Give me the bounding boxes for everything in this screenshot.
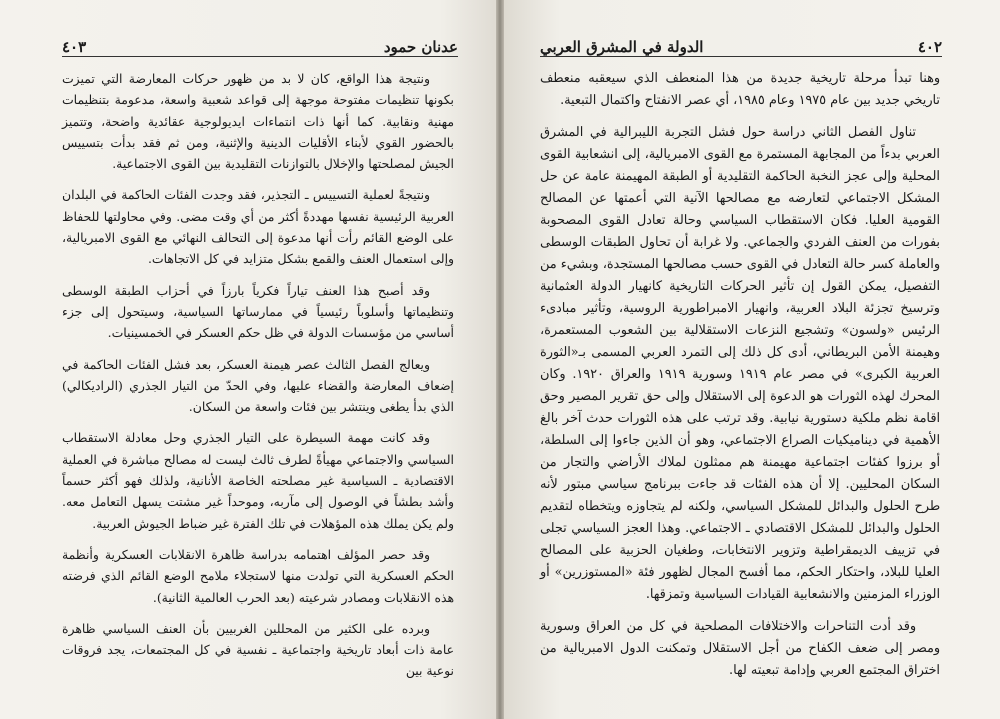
page-number: ٤٠٢: [917, 38, 942, 56]
left-page-header: [62, 30, 458, 57]
paragraph: وقد أصبح هذا العنف تياراً فكرياً بارزاً في أحزاب الطبقة الوسطى وتنظيماتها وأسلوباً رئيسياً في ممارساتها السياسية، وسيتحول إلى جزء أساسي من مؤسسات الدولة في ظل حكم العسكر في الخمسينيات.: [62, 282, 454, 341]
left-page-body: [62, 68, 454, 692]
paragraph: ويعالج الفصل الثالث عصر هيمنة العسكر، بعد فشل الفئات الحاكمة في إضعاف المعارضة والقضاء عليها، وفي الحدّ من التيار الجذري (الراديكالي) الذي بدأ يطغى وينتشر بين فئات واسعة من السكان.: [62, 356, 454, 415]
paragraph: وبرده على الكثير من المحللين الغربيين بأن العنف السياسي ظاهرة عامة ذات أبعاد تاريخية واجتماعية ـ نفسية في كل المجتمعات، يجد فروقات نوعية بين: [62, 620, 454, 679]
running-head-author: عدنان حمود: [383, 38, 458, 56]
book-gutter: [496, 0, 504, 719]
paragraph: ونتيجة هذا الواقع، كان لا بد من ظهور حركات المعارضة التي تميزت بكونها تنظيمات مفتوحة موجهة إلى قواعد شعبية واسعة، مدعومة بتنظيمات مهنية ونقابية. كما أنها ذات انتماءات ايديولوجية عقائدية واضحة، وتتميز بالحضور القوي لأبناء الأقليات الدينية والإثنية، ومن ثم فقد بدأت بتسييس الجيش لمصلحتها والإخلال بالتوازنات التقليدية بين القوى الاجتماعية.: [62, 71, 454, 172]
right-page-header: [540, 30, 942, 57]
paragraph: تناول الفصل الثاني دراسة حول فشل التجربة الليبرالية في المشرق العربي بدءاً من المجابهة المستمرة مع القوى الامبريالية، إلى انشعابية القوى المحلية وإلى عجز النخبة الحاكمة التقليدية أو الطبقة المهيمنة عامة عن حل المشكل الاجتماعي لتعارضه مع مصالحها الآنية التي أعمتها عن المصالح القومية العليا. فكان الاستقطاب السياسي وحالة تعادل القوى المصحوبة بفورات من العنف الفردي والجماعي. ولا غرابة أن تحاول الطبقات الوسطى والعاملة كسر حالة التعادل في القوى حسب مصالحها المستجدة، وبشيء من التفصيل، يمكن القول إن تأثير الحركات التاريخية كانهيار الدولة العثمانية وترسيخ تجزئة البلاد العربية، وانهيار الامبراطورية الروسية، وتأثير مبادىء الرئيس «ولسون» وتشجيع النزعات الاستقلالية بين الشعوب المستعمرة، وهيمنة الأمن البريطاني، أدى كل ذلك إلى التمرد العربي المسمى بـ«الثورة العربية الكبرى» في مصر عام ١٩١٩ وسورية ١٩١٩ والعراق ١٩٢٠. وكان المحرك لهذه الثورات هو الدعوة إلى الاستقلال وإلى حق تقرير المصير وحق اقامة نظم ملكية دستورية نيابية. وقد ترتب على هذه الثورات حدث آخر بالغ الأهمية في ديناميكيات الصراع الاجتماعي، وهو أن الذين جاءوا إلى السلطة، أو برزوا كفئات اجتماعية مهيمنة هم ممثلون لملاك الأراضي والتجار من السكان المحليين. إلا أن هذه الفئات قد جاءت ببرنامج سياسي مبتور لأنه طرح الحلول والبدائل للمشكل السياسي، ولكنه لم يتجاوزه ويتخطاه لتقديم الحلول والبدائل للمشكل الاقتصادي ـ الاجتماعي. وهذا العجز السياسي تجلى في تزييف الديمقراطية وتزوير الانتخابات، وطغيان الحزبية على المصالح العليا للبلاد، واحتكار الحكم، مما أفسح المجال لظهور فئة «المستوزرين» أو الوزراء المزمنين والانشعابية القيادات السياسية وتمزقها.: [540, 125, 940, 602]
paragraph: وقد أدت التناحرات والاختلافات المصلحية في كل من العراق وسورية ومصر إلى ضعف الكفاح من أجل الاستقلال وتمكنت الدول الامبريالية من اختراق المجتمع العربي وإدامة تبعيته لها.: [540, 619, 940, 678]
paragraph: ونتيجةً لعملية التسييس ـ التجذير، فقد وجدت الفئات الحاكمة في البلدان العربية الرئيسية نفسها مهددةً أكثر من أي وقت مضى. وفي محاولتها للحفاظ على الوضع القائم رأت أنها مدعوة إلى التحالف النهائي مع القوى الامبريالية، وإلى استعمال العنف والقمع بشكل متزايد في كل الاتجاهات.: [62, 187, 454, 267]
paragraph: وقد حصر المؤلف اهتمامه بدراسة ظاهرة الانقلابات العسكرية وأنظمة الحكم العسكرية التي تولدت منها لاستجلاء ملامح الوضع القائم الذي فرضته هذه الانقلابات ومصادر شرعيته (بعد الحرب العالمية الثانية).: [62, 546, 454, 605]
right-page: [500, 0, 1000, 719]
page-number: ٤٠٣: [62, 38, 87, 56]
right-page-body: [540, 68, 940, 692]
running-head-title: الدولة في المشرق العربي: [540, 38, 704, 56]
paragraph: وقد كانت مهمة السيطرة على التيار الجذري وحل معادلة الاستقطاب السياسي والاجتماعي مهيأةً لطرف ثالث ليست له مصالح مباشرة في العملية الاقتصادية ـ السياسية غير مصلحته الخاصة الأنانية، ولذلك فهو أكثر حسماً وأشد بطشاً في الوصول إلى مآربه، وموحداً غير مشتت يسهل التعامل معه. ولم يكن يملك هذه المؤهلات في تلك الفترة غير ضباط الجيوش العربية.: [62, 430, 454, 531]
paragraph: وهنا تبدأ مرحلة تاريخية جديدة من هذا المنعطف الذي سيعقبه منعطف تاريخي جديد بين عام ١٩٧٥ وعام ١٩٨٥، أي عصر الانفتاح واكتمال التبعية.: [540, 71, 940, 108]
